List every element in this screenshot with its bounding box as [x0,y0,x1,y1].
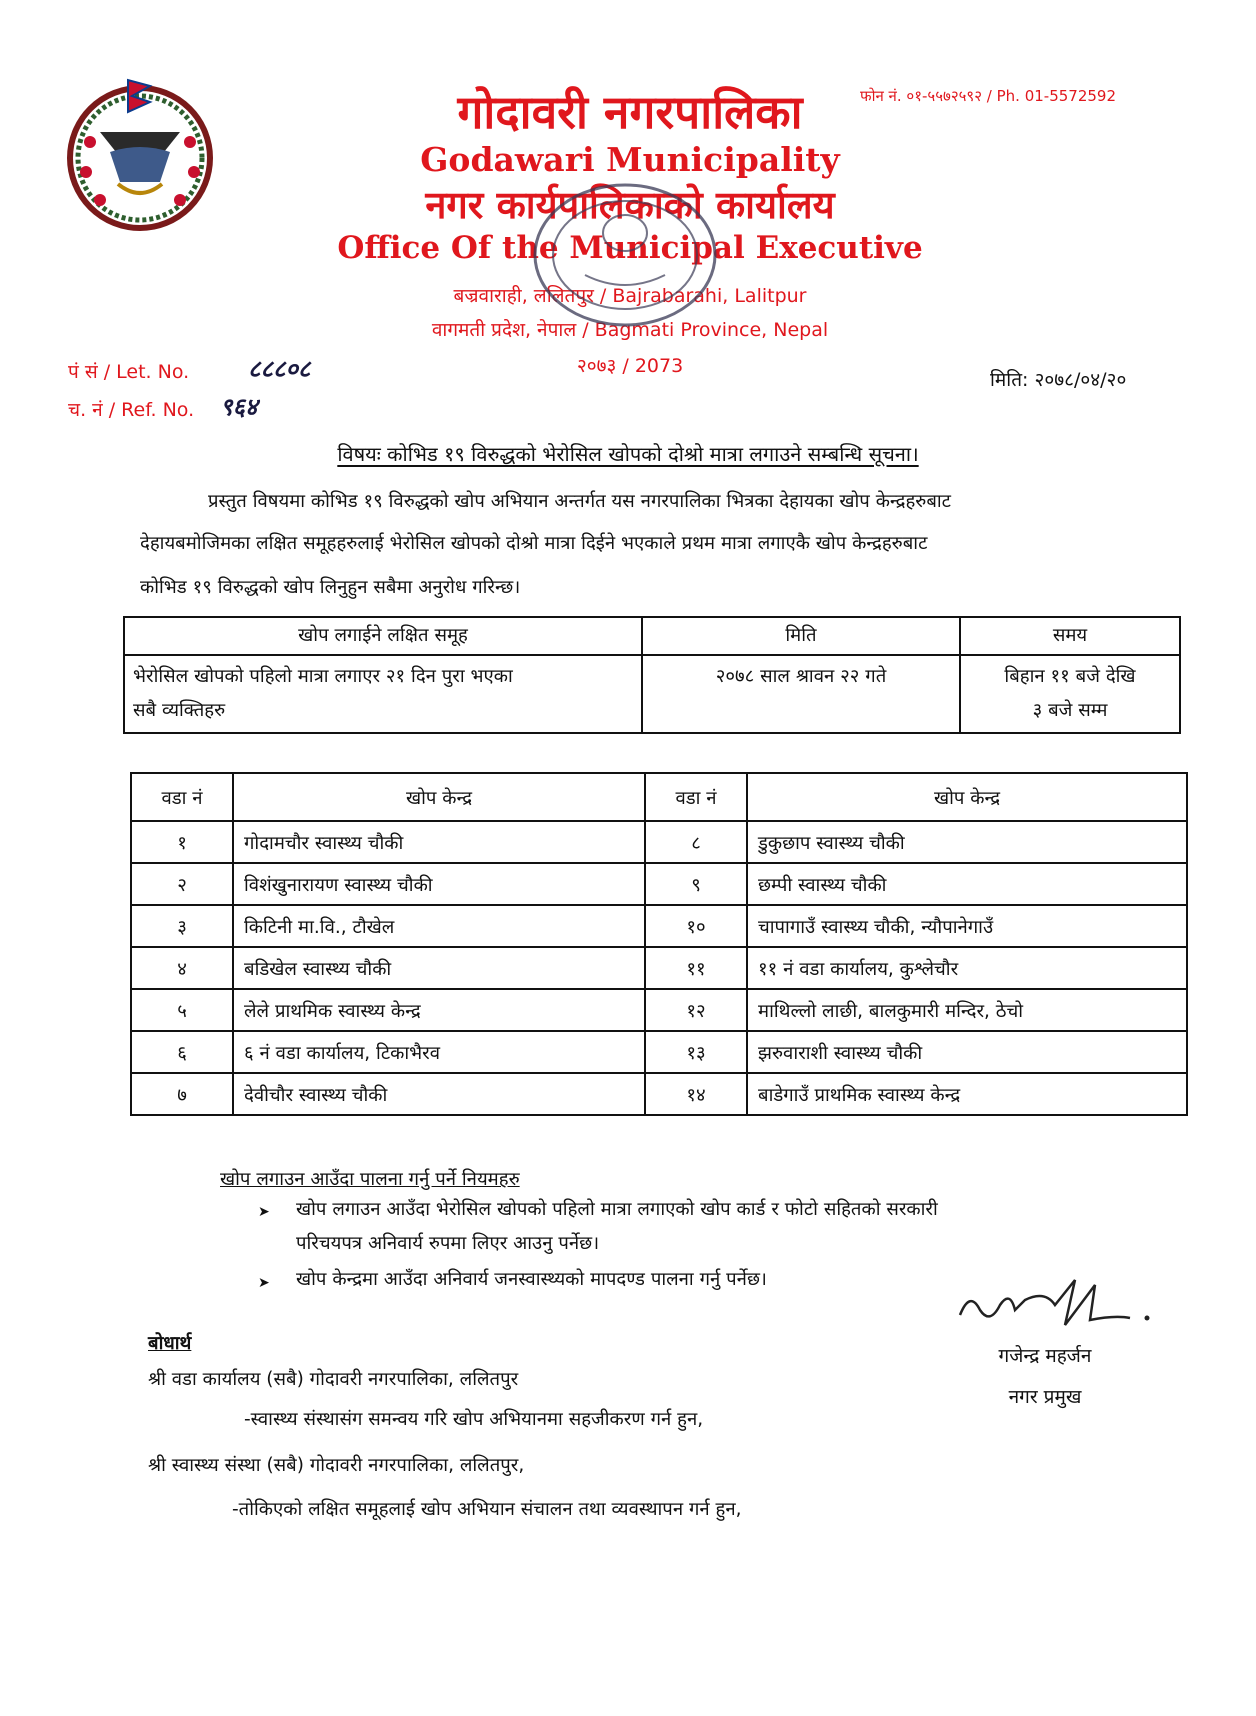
ward-number-cell: १३ [645,1031,747,1073]
office-stamp-seal [525,175,725,335]
header-ward-no-1: वडा नं [131,773,233,821]
header-ward-no-2: वडा नं [645,773,747,821]
cc-line-3: श्री स्वास्थ्य संस्था (सबै) गोदावरी नगरपालिका, ललितपुर, [148,1455,525,1476]
center-name-cell: गोदामचौर स्वास्थ्य चौकी [233,821,645,863]
ward-number-cell: ७ [131,1073,233,1115]
bullet-arrow-icon: ➤ [258,1204,270,1220]
table-row [131,989,1187,1031]
cc-title: बोधार्थ [148,1333,192,1354]
time-line-1: बिहान ११ बजे देखि [1004,666,1136,687]
schedule-table [123,616,1181,734]
municipality-title-nepali: गोदावरी नगरपालिका [457,85,803,139]
signer-name: गजेन्द्र महर्जन [998,1345,1092,1367]
target-group-cell [124,655,642,733]
ward-number-cell: ३ [131,905,233,947]
header-center-1: खोप केन्द्र [233,773,645,821]
center-name-cell: बाडेगाउँ प्राथमिक स्वास्थ्य केन्द्र [747,1073,1187,1115]
table-row [131,947,1187,989]
ward-number-cell: १० [645,905,747,947]
ward-number-cell: १४ [645,1073,747,1115]
time-line-2: ३ बजे सम्म [1032,700,1108,721]
cc-line-4: -तोकिएको लक्षित समूहलाई खोप अभियान संचालन तथा व्यवस्थापन गर्न हुन, [232,1499,742,1520]
ward-number-cell: ११ [645,947,747,989]
target-group-line-2: सबै व्यक्तिहरु [133,700,226,721]
center-name-cell: माथिल्लो लाछी, बालकुमारी मन्दिर, ठेचो [747,989,1187,1031]
rule-1-line-2: परिचयपत्र अनिवार्य रुपमा लिएर आउनु पर्नेछ। [296,1233,600,1254]
ward-number-cell: ५ [131,989,233,1031]
centers-table-body [131,821,1187,1115]
header-time: समय [960,617,1180,655]
letter-date: मिति: २०७८/०४/२० [990,369,1127,391]
reference-number-value: ९६४ [220,392,258,421]
handwritten-signature [955,1270,1155,1350]
center-name-cell: लेले प्राथमिक स्वास्थ्य केन्द्र [233,989,645,1031]
schedule-header-row [124,617,1180,655]
body-line-2: देहायबमोजिमका लक्षित समूहहरुलाई भेरोसिल खोपको दोश्रो मात्रा दिईने भएकाले प्रथम मात्रा लगाएकै खोप केन्द्रहरुबाट [140,533,928,554]
rules-title: खोप लगाउन आउँदा पालना गर्नु पर्ने नियमहरु [220,1169,520,1190]
vaccination-centers-table [130,772,1188,1116]
center-name-cell: ११ नं वडा कार्यालय, कुश्लेचौर [747,947,1187,989]
signer-title: नगर प्रमुख [1008,1386,1082,1408]
body-line-1: प्रस्तुत विषयमा कोभिड १९ विरुद्धको खोप अभियान अन्तर्गत यस नगरपालिका भित्रका देहायका खोप केन्द्रहरुबाट [208,491,952,512]
letter-number-label: पं सं / Let. No. [68,361,190,383]
phone-number: फोन नं. ०१-५५७२५९२ / Ph. 01-5572592 [860,87,1116,105]
schedule-time-cell [960,655,1180,733]
center-name-cell: विशंखुनारायण स्वास्थ्य चौकी [233,863,645,905]
rule-2: खोप केन्द्रमा आउँदा अनिवार्य जनस्वास्थ्यको मापदण्ड पालना गर्नु पर्नेछ। [296,1269,767,1290]
centers-header-row [131,773,1187,821]
header-target-group: खोप लगाईने लक्षित समूह [124,617,642,655]
center-name-cell: झरुवाराशी स्वास्थ्य चौकी [747,1031,1187,1073]
address-line-1: बज्रवाराही, ललितपुर / Bajrabarahi, Lalitpur [453,285,807,307]
table-row [131,1031,1187,1073]
address-line-2: वागमती प्रदेश, नेपाल / Bagmati Province, Nepal [431,319,829,341]
header-center-2: खोप केन्द्र [747,773,1187,821]
ward-number-cell: २ [131,863,233,905]
established-year: २०७३ / 2073 [576,355,684,377]
office-title-nepali: नगर कार्यपालिकाको कार्यालय [425,183,835,227]
table-row [131,863,1187,905]
subject-line [0,440,1256,467]
table-row [131,1073,1187,1115]
center-name-cell: ६ नं वडा कार्यालय, टिकाभैरव [233,1031,645,1073]
center-name-cell: किटिनी मा.वि., टौखेल [233,905,645,947]
ward-number-cell: ८ [645,821,747,863]
target-group-line-1: भेरोसिल खोपको पहिलो मात्रा लगाएर २१ दिन पुरा भएका [133,666,513,687]
municipality-title-english: Godawari Municipality [420,140,840,179]
ward-number-cell: १ [131,821,233,863]
table-row [131,821,1187,863]
ward-number-cell: ४ [131,947,233,989]
ward-number-cell: ६ [131,1031,233,1073]
schedule-row [124,655,1180,733]
rule-1-line-1: खोप लगाउन आउँदा भेरोसिल खोपको पहिलो मात्रा लगाएको खोप कार्ड र फोटो सहितको सरकारी [296,1199,938,1220]
letter-number-value: ८८८०८ [248,354,311,383]
body-line-3: कोभिड १९ विरुद्धको खोप लिनुहुन सबैमा अनुरोध गरिन्छ। [140,577,521,598]
center-name-cell: छम्पी स्वास्थ्य चौकी [747,863,1187,905]
nepal-emblem-logo [60,72,220,232]
table-row [131,905,1187,947]
schedule-date-cell: २०७८ साल श्रावन २२ गते [642,655,960,733]
office-title-english: Office Of the Municipal Executive [337,230,923,266]
center-name-cell: डुकुछाप स्वास्थ्य चौकी [747,821,1187,863]
header-date: मिति [642,617,960,655]
subject-text: विषयः कोभिड १९ विरुद्धको भेरोसिल खोपको दोश्रो मात्रा लगाउने सम्बन्धि सूचना। [337,442,919,466]
center-name-cell: बडिखेल स्वास्थ्य चौकी [233,947,645,989]
center-name-cell: देवीचौर स्वास्थ्य चौकी [233,1073,645,1115]
center-name-cell: चापागाउँ स्वास्थ्य चौकी, न्यौपानेगाउँ [747,905,1187,947]
reference-number-label: च. नं / Ref. No. [68,399,195,421]
bullet-arrow-icon: ➤ [258,1275,270,1291]
cc-line-2: -स्वास्थ्य संस्थासंग समन्वय गरि खोप अभियानमा सहजीकरण गर्न हुन, [244,1409,704,1430]
cc-line-1: श्री वडा कार्यालय (सबै) गोदावरी नगरपालिका, ललितपुर [148,1369,519,1390]
ward-number-cell: ९ [645,863,747,905]
ward-number-cell: १२ [645,989,747,1031]
